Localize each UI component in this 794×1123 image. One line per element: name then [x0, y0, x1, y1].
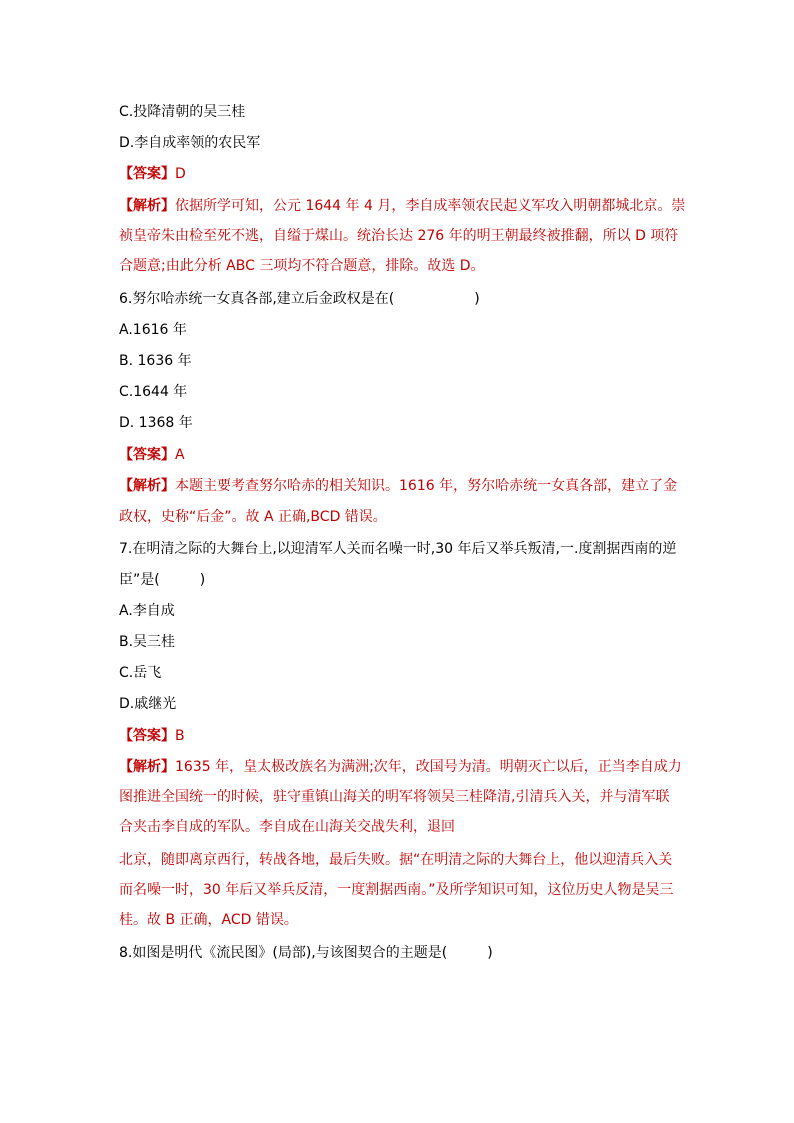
q8-stem-text: 8.如图是明代《流民图》(局部),与该图契合的主题是(	[119, 945, 448, 961]
q7-option-d: D.戚继光	[119, 696, 177, 712]
q8-stem-close: )	[487, 945, 493, 961]
q7-analysis-line-3: 合夹击李自成的军队。李自成在山海关交战失利，退回	[119, 819, 455, 835]
q5-analysis-line-1	[119, 196, 685, 216]
analysis-text: 依据所学可知，公元 1644 年 4 月，李自成率领农民起义军攻入明朝都城北京。崇	[175, 198, 686, 214]
q5-option-d: D.李自成率领的农民军	[119, 135, 261, 151]
q5-analysis-line-3: 合题意;由此分析 ABC 三项均不符合题意，排除。故选 D。	[119, 258, 485, 274]
analysis-tag: 【解析】	[119, 198, 175, 214]
q6-stem	[119, 289, 480, 309]
q6-option-a: A.1616 年	[119, 322, 187, 338]
q6-stem-text: 6.努尔哈赤统一女真各部,建立后金政权是在(	[119, 291, 395, 307]
q6-option-d: D. 1368 年	[119, 415, 193, 431]
q5-option-c: C.投降清朝的吴三桂	[119, 104, 246, 120]
answer-value: B	[175, 728, 185, 744]
q6-analysis-line-2: 政权，史称“后金”。故 A 正确,BCD 错误。	[119, 509, 387, 525]
q7-stem-close: )	[199, 572, 206, 588]
answer-value: D	[175, 166, 186, 182]
q7-option-c: C.岳飞	[119, 665, 162, 681]
q7-analysis-line-2: 图推进全国统一的时候，驻守重镇山海关的明军将领吴三桂降清,引清兵入关，并与清军联	[119, 789, 670, 805]
analysis-text: 本题主要考查努尔哈赤的相关知识。1616 年，努尔哈赤统一女真各部，建立了金	[175, 478, 678, 494]
q7-stem-line-1: 7.在明清之际的大舞台上,以迎清军人关而名噪一时,30 年后又举兵叛清,一.度割据西南的逆	[119, 541, 677, 557]
q6-analysis-line-1	[119, 476, 677, 496]
q7-analysis-line-5: 而名噪一时，30 年后又举兵反清，一度割据西南。”及所学知识可知，这位历史人物是吴三	[119, 882, 674, 898]
q8-stem	[119, 943, 493, 963]
q6-option-c: C.1644 年	[119, 384, 188, 400]
q5-answer	[119, 164, 186, 184]
q7-analysis-line-6: 桂。故 B 正确，ACD 错误。	[119, 912, 298, 928]
q7-analysis-line-1	[119, 757, 682, 777]
analysis-tag: 【解析】	[119, 759, 175, 775]
q7-stem-line-2	[119, 570, 205, 590]
q6-stem-close: )	[474, 291, 480, 307]
analysis-tag: 【解析】	[119, 478, 175, 494]
q6-answer	[119, 445, 185, 465]
answer-tag: 【答案】	[119, 447, 175, 463]
q7-option-a: A.李自成	[119, 603, 175, 619]
q6-option-b: B. 1636 年	[119, 353, 192, 369]
q7-option-b: B.吴三桂	[119, 634, 176, 650]
q7-stem-text: 臣”是(	[119, 572, 160, 588]
q7-analysis-line-4: 北京，随即离京西行，转战各地，最后失败。据“在明清之际的大舞台上，他以迎清兵入关	[119, 852, 673, 868]
answer-tag: 【答案】	[119, 166, 175, 182]
answer-value: A	[175, 447, 185, 463]
answer-tag: 【答案】	[119, 728, 175, 744]
q5-analysis-line-2: 祯皇帝朱由检至死不逃，自缢于煤山。统治长达 276 年的明王朝最终被推翻，所以 D 项符	[119, 228, 679, 244]
q7-answer	[119, 726, 185, 746]
analysis-text: 1635 年，皇太极改族名为满洲;次年，改国号为清。明朝灭亡以后，正当李自成力	[175, 759, 682, 775]
